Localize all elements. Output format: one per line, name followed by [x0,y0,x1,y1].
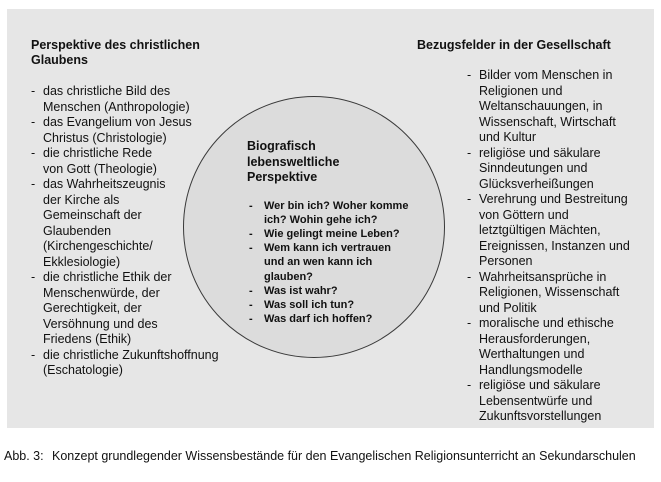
question-item: - Was ist wahr? [247,284,427,298]
question-item: - Wem kann ich vertrauen und an wen kann ich glauben? [247,241,404,284]
question-list [247,199,427,327]
right-column [417,38,649,425]
left-item: - die christliche Rede von Gott (Theologie) [31,146,171,177]
right-item: - Wahrheitsansprüche in Religionen, Wissenschaft und Politik [417,270,639,317]
left-item: - die christliche Ethik der Menschenwürde, der Gerechtigkeit, der Versöhnung und des Friedens (Ethik) [31,270,183,348]
left-list [31,84,246,379]
caption-text: Konzept grundlegender Wissensbestände für den Evangelischen Religionsunterricht an Sekundarschulen [52,449,636,463]
left-column [31,38,246,379]
question-item: - Wie gelingt meine Leben? [247,227,434,241]
left-item: - die christliche Zukunftshoffnung (Eschatologie) [31,348,248,379]
left-heading: Perspektive des christlichen Glaubens [31,38,200,67]
right-item: - Bilder vom Menschen in Religionen und Weltanschauungen, in Wissenschaft, Wirtschaft und Kultur [417,68,627,146]
right-item: - moralische und ethische Herausforderungen, Werthaltungen und Handlungsmodelle [417,316,619,378]
left-item: - das Wahrheitszeugnis der Kirche als Gemeinschaft der Glaubenden (Kirchengeschichte/ Ekklesiologie) [31,177,177,270]
right-list [417,68,649,425]
figure-caption [4,449,654,464]
caption-label: Abb. 3: [4,449,44,463]
center-block [247,139,427,326]
right-item: - religiöse und säkulare Lebensentwürfe und Zukunftsvorstellungen [417,378,609,425]
right-heading: Bezugsfelder in der Gesellschaft [417,38,611,52]
question-item: - Was darf ich hoffen? [247,312,427,326]
left-item: - das Evangelium von Jesus Christus (Christologie) [31,115,213,146]
left-item: - das christliche Bild des Menschen (Anthropologie) [31,84,213,115]
center-heading: Biografisch lebensweltliche Perspektive [247,139,340,184]
right-item: - Verehrung und Bestreitung von Göttern und letztgültigen Mächten, Ereignissen, Instanzen und Personen [417,192,635,270]
question-item: - Wer bin ich? Woher komme ich? Wohin gehe ich? [247,199,414,227]
question-item: - Was soll ich tun? [247,298,427,312]
right-item: - religiöse und säkulare Sinndeutungen und Glücksverheißungen [417,146,617,193]
